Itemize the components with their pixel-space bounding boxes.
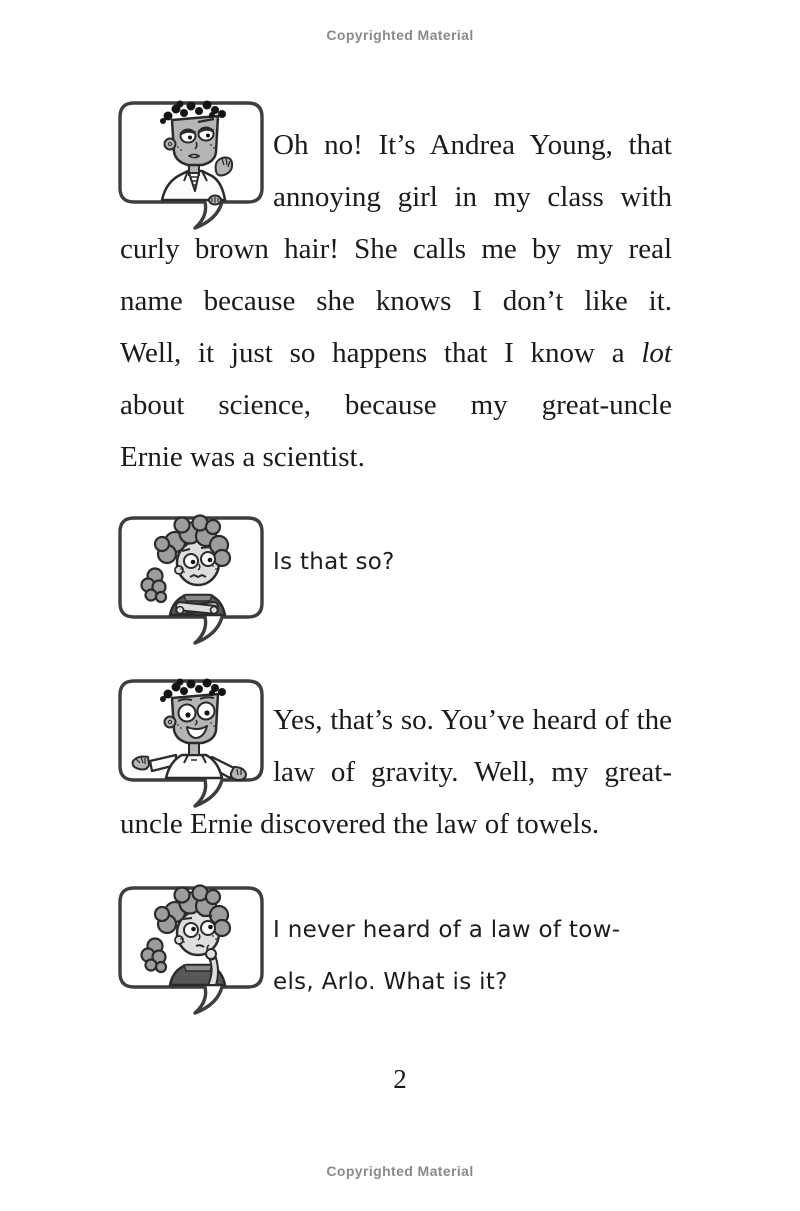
dialogue-line: curly brown hair! She calls me by my real (120, 233, 672, 265)
dialogue-line: name because she knows I don’t like it. (120, 285, 672, 317)
dialogue-line: uncle Ernie discovered the law of towels. (120, 808, 600, 840)
dialogue-line: I never heard of a law of tow- (273, 917, 621, 943)
speech-bubble-girl-thinking (118, 884, 264, 1016)
dialogue-line: Ernie was a scientist. (120, 441, 365, 473)
copyright-notice-bottom: Copyrighted Material (326, 1163, 474, 1179)
dialogue-line: els, Arlo. What is it? (273, 969, 508, 995)
dialogue-line: annoying girl in my class with (273, 181, 672, 213)
copyright-notice-top: Copyrighted Material (326, 27, 474, 43)
dialogue-girl-1 (273, 536, 693, 588)
dialogue-line: about science, because my great-uncle (120, 389, 672, 421)
dialogue-line: law of gravity. Well, my great- (273, 756, 672, 788)
dialogue-line: Yes, that’s so. You’ve heard of the (273, 704, 672, 736)
dialogue-boy-2 (120, 694, 672, 850)
dialogue-line: Oh no! It’s Andrea Young, that (273, 129, 672, 161)
dialogue-line: Is that so? (273, 549, 395, 575)
dialogue-boy-1 (120, 119, 672, 483)
page-number: 2 (393, 1064, 407, 1094)
dialogue-line: Well, it just so happens that I know a lot (120, 337, 672, 369)
speech-bubble-girl-arms-crossed (118, 514, 264, 646)
dialogue-girl-2 (273, 904, 693, 1008)
